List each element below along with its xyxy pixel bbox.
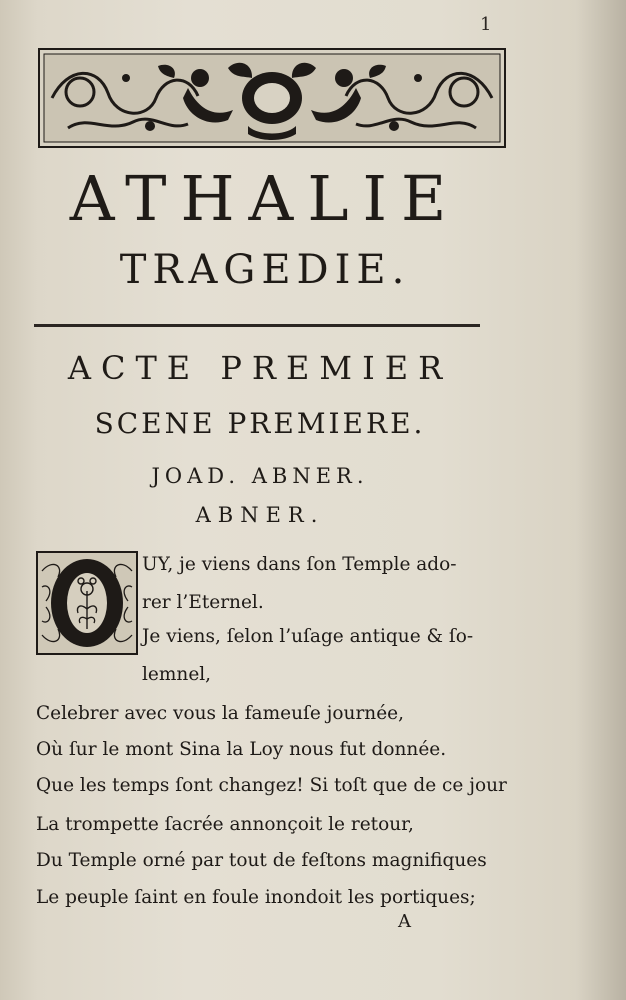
play-subtitle: TRAGEDIE. [119, 247, 411, 293]
scene-heading: SCENE PREMIERE. [94, 407, 426, 440]
verse-line: Je viens, ſelon l’uſage antique & ſo- [142, 626, 474, 647]
verse-line: lemnel, [142, 664, 212, 685]
verse-line: Du Temple orné par tout de feſtons magnifiques [36, 850, 487, 871]
verse-line: rer l’Eternel. [142, 592, 264, 613]
verse-line: Le peuple ſaint en foule inondoit les portiques; [36, 887, 476, 908]
play-title: ATHALIE [69, 162, 461, 235]
character-list: JOAD. ABNER. [151, 464, 369, 488]
verse-line: La trompette ſacrée annonçoit le retour, [36, 814, 414, 835]
verse-line: UY, je viens dans ſon Temple ado- [142, 554, 457, 575]
signature-mark: A [398, 911, 411, 932]
page-number: 1 [480, 14, 492, 35]
verse-line: Que les temps ſont changez! Si toſt que de ce jour [36, 775, 507, 796]
ornamental-headpiece [38, 48, 506, 148]
verse-line: Où ſur le mont Sina la Loy nous fut donnée. [36, 739, 447, 760]
act-heading: ACTE PREMIER [67, 349, 453, 387]
verse-line: Celebrer avec vous la fameuſe journée, [36, 703, 404, 724]
speaker-name: ABNER. [195, 503, 325, 527]
decorated-initial-o [36, 551, 138, 655]
divider-rule [34, 324, 480, 327]
